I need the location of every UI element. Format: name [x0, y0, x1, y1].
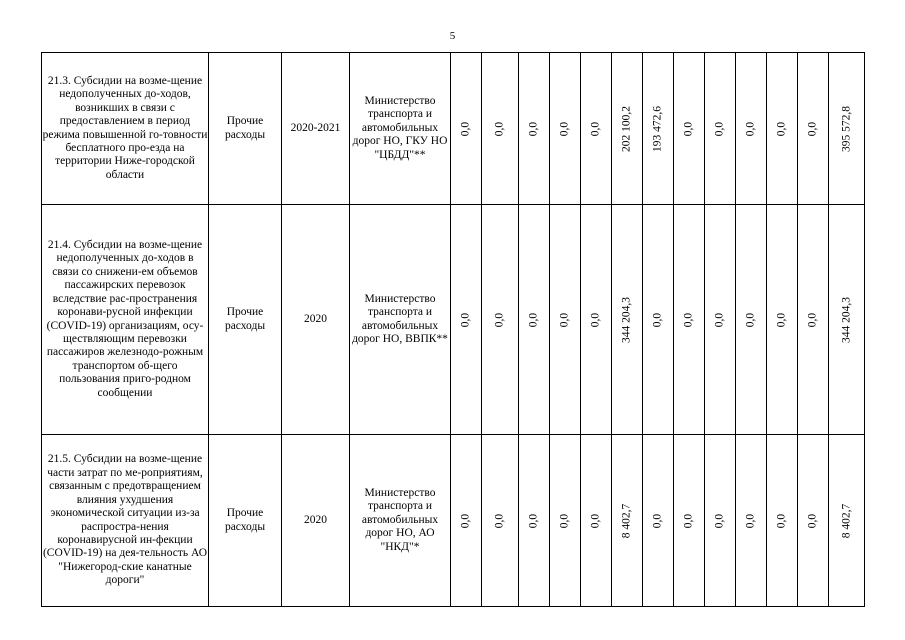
period: 2020 — [282, 205, 350, 435]
table-row — [42, 435, 865, 607]
value-cell: 0,0 — [519, 435, 550, 607]
value-cell: 0,0 — [550, 205, 581, 435]
value-cell: 0,0 — [736, 53, 767, 205]
measure-name: 21.3. Субсидии на возме-щение недополученных до-ходов, возникших в связи с предоставлением в период режима повышенной го-товности бесплатного про-езда на территории Ниже-городской области — [42, 53, 209, 205]
value-cell: 0,0 — [581, 435, 612, 607]
value-cell: 0,0 — [482, 205, 519, 435]
value-cell: 0,0 — [736, 205, 767, 435]
page-number: 5 — [449, 30, 456, 42]
value-cell: 0,0 — [674, 435, 705, 607]
value-cell: 0,0 — [705, 205, 736, 435]
measure-name: 21.5. Субсидии на возме-щение части затрат по ме-роприятиям, связанным с предотвращением влияния ухудшения экономической ситуации из-за распростра-нения коронавирусной ин-фекции (COVID-19) на дея-тельность АО "Нижегород-ские канатные дороги" — [42, 435, 209, 607]
budget-table — [41, 52, 865, 607]
value-cell: 0,0 — [767, 205, 798, 435]
value-cell: 0,0 — [519, 53, 550, 205]
executor: Министерство транспорта и автомобильных дорог НО, АО "НКД"* — [350, 435, 451, 607]
period: 2020-2021 — [282, 53, 350, 205]
value-cell: 0,0 — [674, 53, 705, 205]
value-cell: 0,0 — [519, 205, 550, 435]
value-cell: 0,0 — [674, 205, 705, 435]
value-cell: 8 402,7 — [612, 435, 643, 607]
value-cell: 0,0 — [705, 53, 736, 205]
table-row — [42, 205, 865, 435]
value-cell: 202 100,2 — [612, 53, 643, 205]
executor: Министерство транспорта и автомобильных дорог НО, ГКУ НО "ЦБДД"** — [350, 53, 451, 205]
expense-type: Прочие расходы — [209, 205, 282, 435]
period: 2020 — [282, 435, 350, 607]
expense-type: Прочие расходы — [209, 435, 282, 607]
total-cell: 395 572,8 — [829, 53, 865, 205]
total-cell: 8 402,7 — [829, 435, 865, 607]
value-cell: 0,0 — [550, 435, 581, 607]
executor: Министерство транспорта и автомобильных дорог НО, ВВПК** — [350, 205, 451, 435]
value-cell: 193 472,6 — [643, 53, 674, 205]
table-row — [42, 53, 865, 205]
measure-name: 21.4. Субсидии на возме-щение недополученных до-ходов в связи со снижени-ем объемов пассажирских перевозок вследствие рас-пространения коронави-русной инфекции (COVID-19) организациям, осу-ществляющим перевозки пассажиров железнодо-рожным транспортом об-щего пользования приго-родном сообщении — [42, 205, 209, 435]
value-cell: 0,0 — [798, 205, 829, 435]
value-cell: 0,0 — [482, 53, 519, 205]
value-cell: 0,0 — [767, 53, 798, 205]
expense-type: Прочие расходы — [209, 53, 282, 205]
value-cell: 344 204,3 — [612, 205, 643, 435]
value-cell: 0,0 — [798, 53, 829, 205]
value-cell: 0,0 — [451, 53, 482, 205]
value-cell: 0,0 — [643, 205, 674, 435]
value-cell: 0,0 — [736, 435, 767, 607]
value-cell: 0,0 — [643, 435, 674, 607]
value-cell: 0,0 — [550, 53, 581, 205]
value-cell: 0,0 — [451, 205, 482, 435]
value-cell: 0,0 — [767, 435, 798, 607]
value-cell: 0,0 — [482, 435, 519, 607]
value-cell: 0,0 — [581, 205, 612, 435]
value-cell: 0,0 — [798, 435, 829, 607]
value-cell: 0,0 — [451, 435, 482, 607]
value-cell: 0,0 — [705, 435, 736, 607]
total-cell: 344 204,3 — [829, 205, 865, 435]
value-cell: 0,0 — [581, 53, 612, 205]
